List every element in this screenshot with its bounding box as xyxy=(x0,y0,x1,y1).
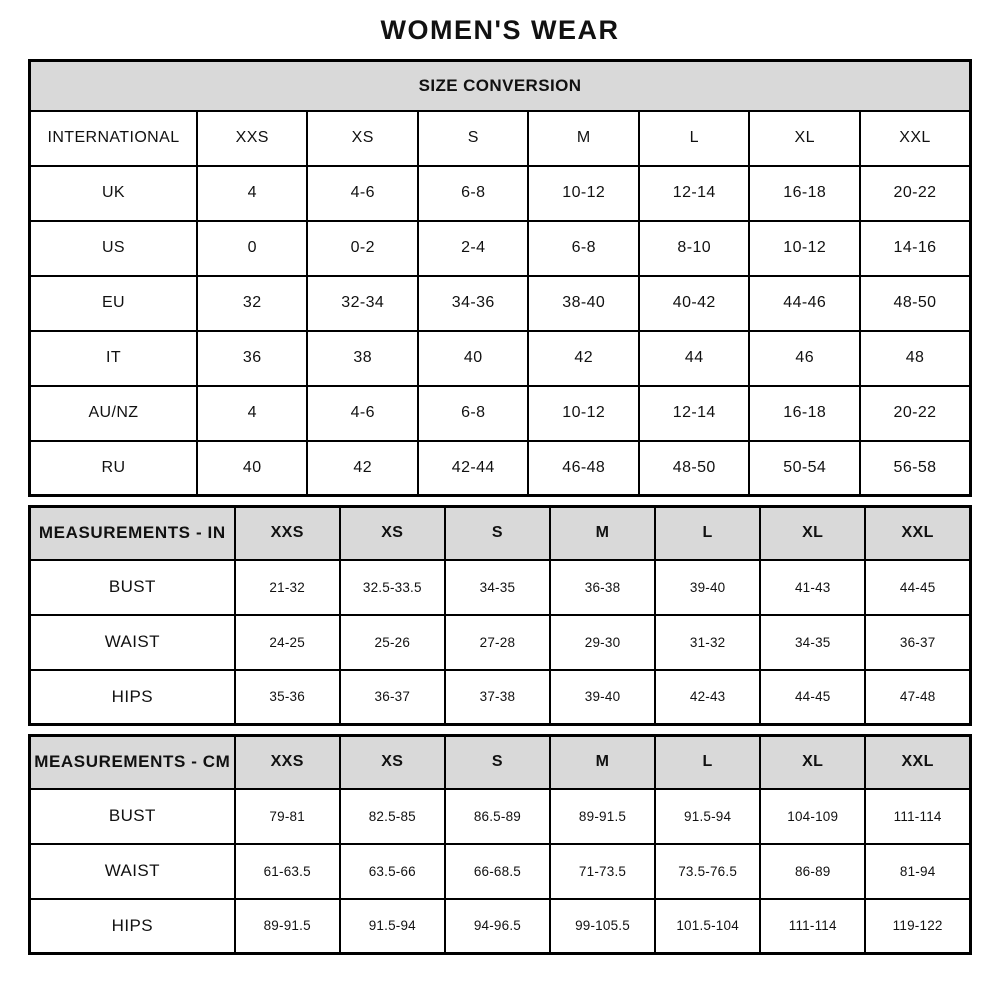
size-column-header: XXL xyxy=(865,507,970,560)
table-row xyxy=(30,789,971,844)
size-value-cell: 39-40 xyxy=(550,670,655,725)
size-value-cell: 42-43 xyxy=(655,670,760,725)
size-value-cell: 20-22 xyxy=(860,386,971,441)
size-column-header: XL xyxy=(749,111,860,166)
table-row xyxy=(30,560,971,615)
size-column-header: XS xyxy=(340,507,445,560)
table-row xyxy=(30,441,971,496)
size-column-header: XXS xyxy=(235,507,340,560)
size-column-header: M xyxy=(550,736,655,789)
table-row xyxy=(30,166,971,221)
size-value-cell: 73.5-76.5 xyxy=(655,844,760,899)
page-title: WOMEN'S WEAR xyxy=(380,15,620,45)
size-value-cell: 40-42 xyxy=(639,276,750,331)
size-column-header: XL xyxy=(760,736,865,789)
size-value-cell: 82.5-85 xyxy=(340,789,445,844)
size-column-header: S xyxy=(445,507,550,560)
size-column-header: L xyxy=(655,507,760,560)
size-value-cell: 44 xyxy=(639,331,750,386)
size-value-cell: 34-35 xyxy=(760,615,865,670)
size-value-cell: 32.5-33.5 xyxy=(340,560,445,615)
size-value-cell: 6-8 xyxy=(528,221,639,276)
size-value-cell: 16-18 xyxy=(749,386,860,441)
size-value-cell: 39-40 xyxy=(655,560,760,615)
table-header-label: INTERNATIONAL xyxy=(30,111,197,166)
size-value-cell: 25-26 xyxy=(340,615,445,670)
size-value-cell: 16-18 xyxy=(749,166,860,221)
size-value-cell: 42-44 xyxy=(418,441,529,496)
table-row xyxy=(30,331,971,386)
size-value-cell: 89-91.5 xyxy=(550,789,655,844)
size-value-cell: 32-34 xyxy=(307,276,418,331)
size-value-cell: 56-58 xyxy=(860,441,971,496)
size-value-cell: 91.5-94 xyxy=(655,789,760,844)
header-row xyxy=(30,736,971,789)
row-label: WAIST xyxy=(30,844,235,899)
table-row xyxy=(30,276,971,331)
size-value-cell: 32 xyxy=(197,276,308,331)
size-value-cell: 4-6 xyxy=(307,386,418,441)
size-value-cell: 46 xyxy=(749,331,860,386)
tables-container xyxy=(28,59,972,955)
size-value-cell: 10-12 xyxy=(749,221,860,276)
size-column-header: XXS xyxy=(235,736,340,789)
size-value-cell: 66-68.5 xyxy=(445,844,550,899)
size-value-cell: 12-14 xyxy=(639,386,750,441)
row-label: RU xyxy=(30,441,197,496)
size-value-cell: 4-6 xyxy=(307,166,418,221)
size-value-cell: 71-73.5 xyxy=(550,844,655,899)
size-column-header: XS xyxy=(340,736,445,789)
size-value-cell: 36 xyxy=(197,331,308,386)
row-label: HIPS xyxy=(30,670,235,725)
size-column-header: M xyxy=(528,111,639,166)
table-row xyxy=(30,615,971,670)
size-value-cell: 41-43 xyxy=(760,560,865,615)
size-column-header: XXL xyxy=(865,736,970,789)
size-value-cell: 29-30 xyxy=(550,615,655,670)
size-value-cell: 94-96.5 xyxy=(445,899,550,954)
table-row xyxy=(30,844,971,899)
size-value-cell: 38-40 xyxy=(528,276,639,331)
size-column-header: S xyxy=(418,111,529,166)
size-value-cell: 89-91.5 xyxy=(235,899,340,954)
size-value-cell: 24-25 xyxy=(235,615,340,670)
row-label: UK xyxy=(30,166,197,221)
size-column-header: L xyxy=(639,111,750,166)
size-value-cell: 10-12 xyxy=(528,386,639,441)
row-label: AU/NZ xyxy=(30,386,197,441)
size-value-cell: 4 xyxy=(197,386,308,441)
row-label: HIPS xyxy=(30,899,235,954)
size-value-cell: 48 xyxy=(860,331,971,386)
size-column-header: XS xyxy=(307,111,418,166)
size-value-cell: 35-36 xyxy=(235,670,340,725)
size-value-cell: 36-37 xyxy=(340,670,445,725)
size-value-cell: 44-45 xyxy=(865,560,970,615)
table-header-label: MEASUREMENTS - IN xyxy=(30,507,235,560)
size-value-cell: 42 xyxy=(528,331,639,386)
size-value-cell: 14-16 xyxy=(860,221,971,276)
size-column-header: XXS xyxy=(197,111,308,166)
size-value-cell: 27-28 xyxy=(445,615,550,670)
row-label: IT xyxy=(30,331,197,386)
size-value-cell: 46-48 xyxy=(528,441,639,496)
size-value-cell: 0 xyxy=(197,221,308,276)
size-column-header: XL xyxy=(760,507,865,560)
size-value-cell: 111-114 xyxy=(760,899,865,954)
caption-row xyxy=(30,61,971,111)
size-value-cell: 86-89 xyxy=(760,844,865,899)
table-row xyxy=(30,221,971,276)
size-value-cell: 99-105.5 xyxy=(550,899,655,954)
table-caption: SIZE CONVERSION xyxy=(30,61,971,111)
size-value-cell: 119-122 xyxy=(865,899,970,954)
size-value-cell: 31-32 xyxy=(655,615,760,670)
size-value-cell: 44-46 xyxy=(749,276,860,331)
size-column-header: S xyxy=(445,736,550,789)
size-value-cell: 12-14 xyxy=(639,166,750,221)
size-value-cell: 81-94 xyxy=(865,844,970,899)
size-value-cell: 4 xyxy=(197,166,308,221)
size-value-cell: 63.5-66 xyxy=(340,844,445,899)
row-label: BUST xyxy=(30,789,235,844)
size-value-cell: 20-22 xyxy=(860,166,971,221)
size-conversion-table xyxy=(28,59,972,497)
size-value-cell: 86.5-89 xyxy=(445,789,550,844)
size-value-cell: 44-45 xyxy=(760,670,865,725)
header-row xyxy=(30,111,971,166)
row-label: US xyxy=(30,221,197,276)
size-value-cell: 37-38 xyxy=(445,670,550,725)
size-value-cell: 34-36 xyxy=(418,276,529,331)
size-value-cell: 50-54 xyxy=(749,441,860,496)
row-label: WAIST xyxy=(30,615,235,670)
size-value-cell: 111-114 xyxy=(865,789,970,844)
size-value-cell: 104-109 xyxy=(760,789,865,844)
size-column-header: XXL xyxy=(860,111,971,166)
size-value-cell: 40 xyxy=(418,331,529,386)
size-value-cell: 48-50 xyxy=(860,276,971,331)
size-value-cell: 2-4 xyxy=(418,221,529,276)
size-value-cell: 38 xyxy=(307,331,418,386)
size-value-cell: 36-37 xyxy=(865,615,970,670)
size-value-cell: 8-10 xyxy=(639,221,750,276)
size-value-cell: 61-63.5 xyxy=(235,844,340,899)
row-label: EU xyxy=(30,276,197,331)
size-column-header: M xyxy=(550,507,655,560)
size-value-cell: 21-32 xyxy=(235,560,340,615)
row-label: BUST xyxy=(30,560,235,615)
size-value-cell: 48-50 xyxy=(639,441,750,496)
measurements-cm-table xyxy=(28,734,972,955)
table-header-label: MEASUREMENTS - CM xyxy=(30,736,235,789)
size-value-cell: 79-81 xyxy=(235,789,340,844)
size-value-cell: 36-38 xyxy=(550,560,655,615)
size-value-cell: 42 xyxy=(307,441,418,496)
size-value-cell: 91.5-94 xyxy=(340,899,445,954)
size-value-cell: 6-8 xyxy=(418,166,529,221)
size-value-cell: 101.5-104 xyxy=(655,899,760,954)
size-value-cell: 34-35 xyxy=(445,560,550,615)
measurements-in-table xyxy=(28,505,972,726)
size-value-cell: 6-8 xyxy=(418,386,529,441)
table-row xyxy=(30,899,971,954)
header-row xyxy=(30,507,971,560)
size-value-cell: 10-12 xyxy=(528,166,639,221)
table-row xyxy=(30,386,971,441)
size-column-header: L xyxy=(655,736,760,789)
table-row xyxy=(30,670,971,725)
size-value-cell: 40 xyxy=(197,441,308,496)
size-value-cell: 47-48 xyxy=(865,670,970,725)
size-value-cell: 0-2 xyxy=(307,221,418,276)
